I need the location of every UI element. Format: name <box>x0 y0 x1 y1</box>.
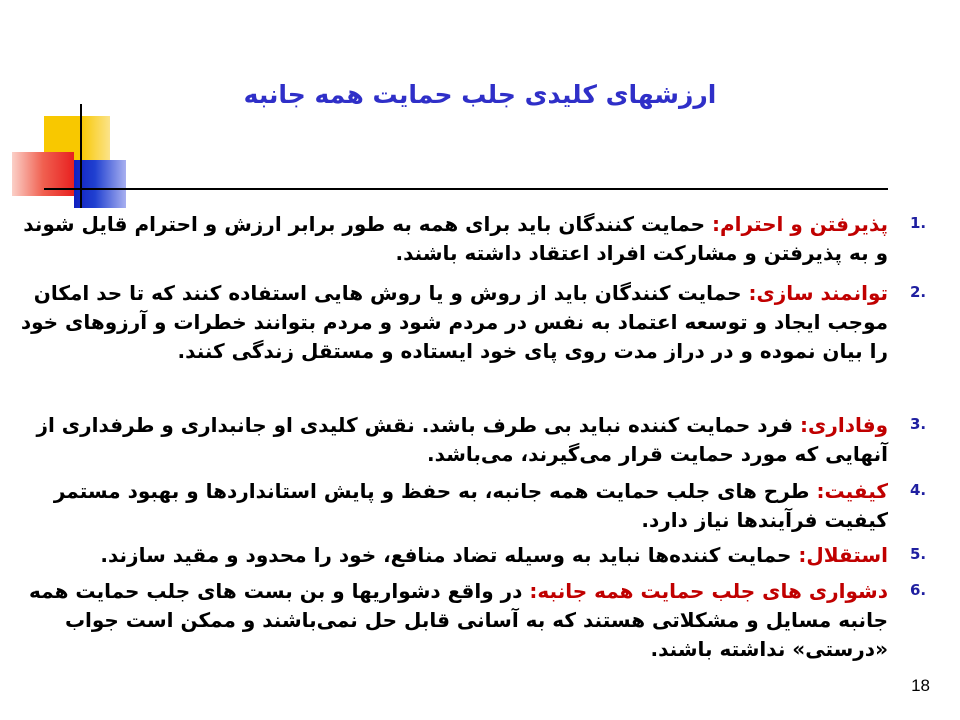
item-text <box>14 279 888 366</box>
list-item-quality <box>14 477 936 541</box>
item-text <box>14 541 888 570</box>
decor-vertical-line <box>80 104 82 208</box>
title-divider-line <box>44 188 888 190</box>
item-text <box>14 577 888 664</box>
item-term: کیفیت: <box>816 479 888 503</box>
item-text <box>14 210 888 268</box>
list-item-empowerment <box>14 279 936 411</box>
page-number: 18 <box>911 676 930 695</box>
item-number: 1. <box>910 214 927 232</box>
item-body: حمایت کننده‌ها نباید به وسیله تضاد منافع، خود را محدود و مقید سازند. <box>100 543 799 567</box>
item-body: حمایت کنندگان باید برای همه به طور برابر ارزش و احترام قایل شوند و به پذیرفتن و مشارکت افراد اعتقاد داشته باشند. <box>23 212 888 265</box>
item-body: فرد حمایت کننده نباید بی طرف باشد. نقش کلیدی او جانبداری و طرفداری از آنهایی که مورد حمایت قرار می‌گیرند، می‌باشد. <box>36 413 888 466</box>
item-text <box>14 411 888 469</box>
item-number: 2. <box>910 283 927 301</box>
item-body: حمایت کنندگان باید از روش و یا روش هایی استفاده کنند که تا حد امکان موجب ایجاد و توسعه اعتماد به نفس در مردم شود و مردم بتوانند خطرات و آرزوهای خود را بیان نموده و در دراز مدت روی پای خود ایستاده و مستقل زندگی کنند. <box>20 281 888 363</box>
item-body: در واقع دشواریها و بن بست های جلب حمایت همه جانبه مسایل و مشکلاتی هستند که به آسانی قابل حل نمی‌باشند و ممکن است جواب «درستی» نداشته باشند. <box>29 579 888 661</box>
item-term: توانمند سازی: <box>748 281 888 305</box>
item-number: 5. <box>910 545 927 563</box>
item-number: 3. <box>910 415 927 433</box>
slide-title: ارزشهای کلیدی جلب حمایت همه جانبه <box>243 80 717 109</box>
list-item-difficulties <box>14 577 936 673</box>
item-term: دشواری های جلب حمایت همه جانبه: <box>529 579 888 603</box>
item-term: استقلال: <box>798 543 888 567</box>
item-term: پذیرفتن و احترام: <box>711 212 888 236</box>
values-list <box>14 210 936 673</box>
list-item-independence <box>14 541 936 577</box>
item-number: 4. <box>910 481 927 499</box>
item-number: 6. <box>910 581 927 599</box>
item-text <box>14 477 888 535</box>
list-item-loyalty <box>14 411 936 477</box>
item-body: طرح های جلب حمایت همه جانبه، به حفظ و پایش استانداردها و بهبود مستمر کیفیت فرآیندها نیاز دارد. <box>53 479 888 532</box>
list-item-acceptance <box>14 210 936 279</box>
item-term: وفاداری: <box>800 413 888 437</box>
